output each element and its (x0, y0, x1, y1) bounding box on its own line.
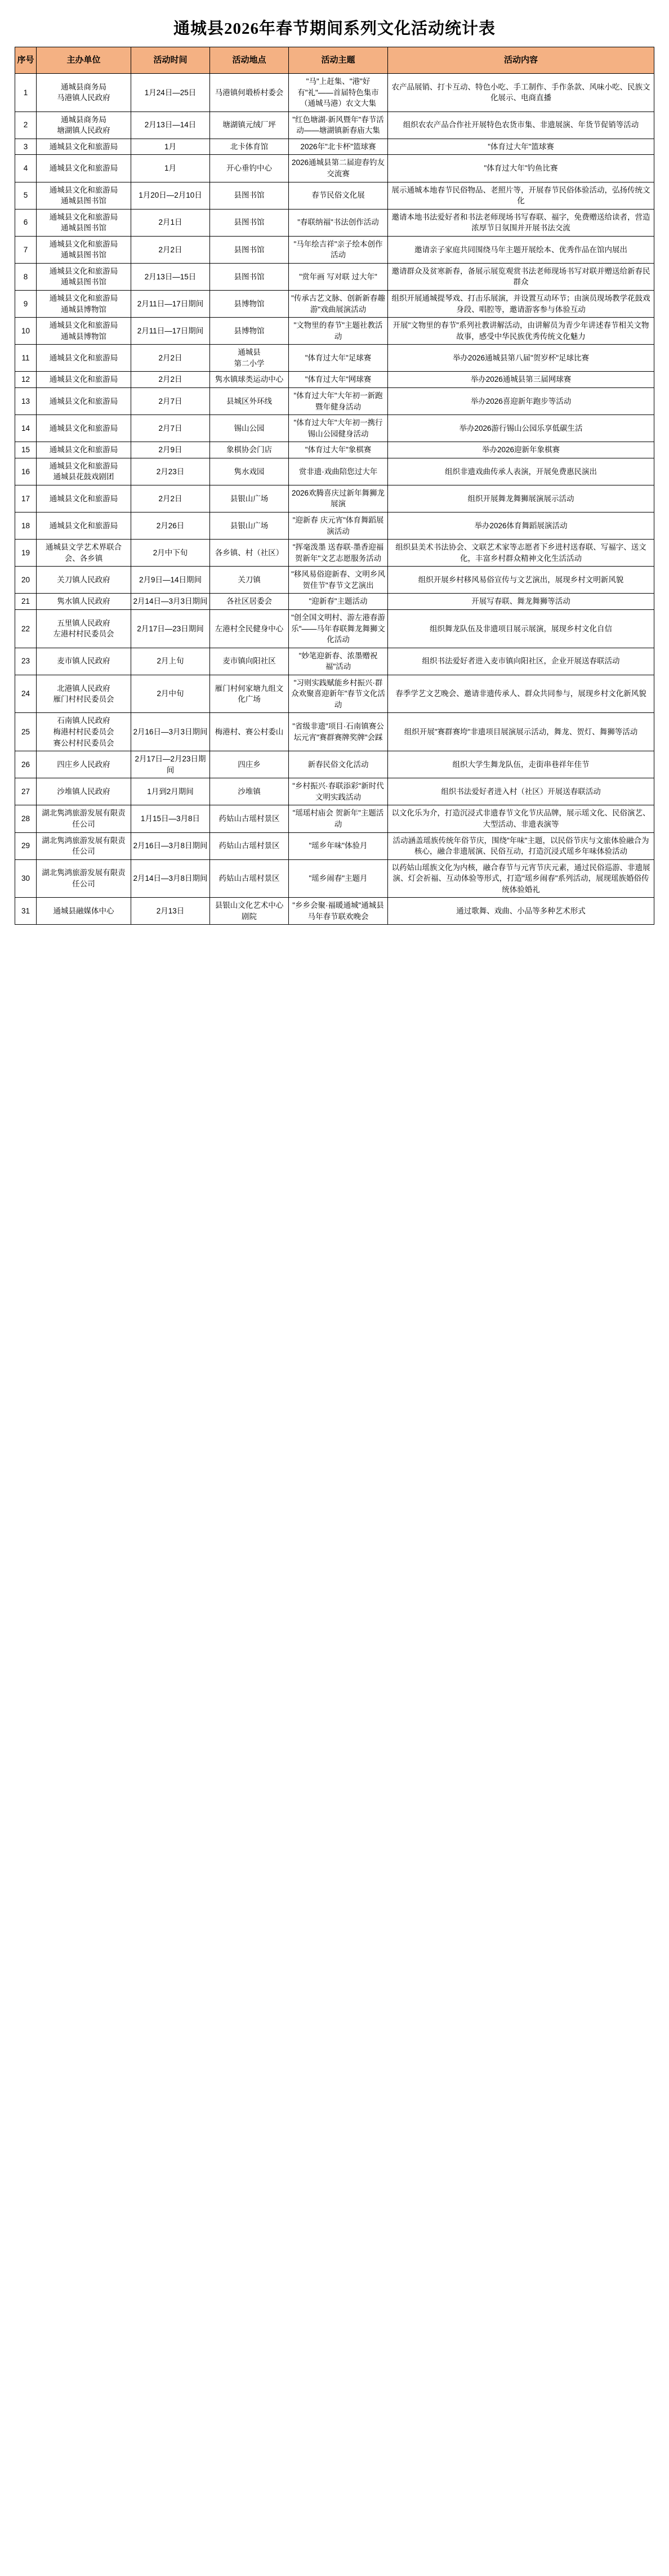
cell-time: 2月14日—3月3日期间 (131, 594, 210, 610)
cell-time: 1月 (131, 139, 210, 155)
cell-content: 组织开展"赛群赛垮"非遗项目展演展示活动，舞龙、贺灯、舞狮等活动 (388, 713, 654, 751)
cell-time: 2月中下旬 (131, 540, 210, 567)
cell-place: 县博物馆 (210, 291, 289, 318)
cell-theme: "春联纳福"书法创作活动 (289, 209, 388, 236)
cell-time: 2月中旬 (131, 675, 210, 713)
cell-index: 6 (15, 209, 37, 236)
cell-index: 27 (15, 778, 37, 805)
cell-time: 1月到2月期间 (131, 778, 210, 805)
cell-time: 2月上旬 (131, 648, 210, 675)
cell-place: 麦市镇向阳社区 (210, 648, 289, 675)
cell-place: 县图书馆 (210, 263, 289, 290)
table-row (15, 567, 654, 594)
cell-index: 11 (15, 345, 37, 372)
table-row (15, 713, 654, 751)
cell-time: 2月13日—14日 (131, 112, 210, 139)
table-row (15, 832, 654, 859)
cell-place: 各社区居委会 (210, 594, 289, 610)
cell-theme: "体育过大年"象棋赛 (289, 442, 388, 458)
table-row (15, 485, 654, 512)
table-row (15, 540, 654, 567)
cell-content: 举办2026迎新年象棋赛 (388, 442, 654, 458)
cell-content: 举办2026通城县第八届"贺岁杯"足球比赛 (388, 345, 654, 372)
table-row (15, 236, 654, 263)
cell-content: 举办2026体育舞蹈展演活动 (388, 512, 654, 540)
cell-organizer: 石南镇人民政府 梅港村村民委员会 赛公村村民委员会 (37, 713, 131, 751)
cell-organizer: 通城县文化和旅游局 (37, 155, 131, 182)
table-row (15, 263, 654, 290)
cell-organizer: 四庄乡人民政府 (37, 751, 131, 778)
cell-content: 通过歌舞、戏曲、小品等多种艺术形式 (388, 898, 654, 925)
cell-theme: "传承古艺文脉、创新新春趣游"戏曲展演活动 (289, 291, 388, 318)
cell-place: 通城县 第二小学 (210, 345, 289, 372)
cell-index: 4 (15, 155, 37, 182)
cell-index: 13 (15, 387, 37, 415)
cell-theme: 新春民俗文化活动 (289, 751, 388, 778)
cell-theme: 赏非遗·戏曲陪您过大年 (289, 458, 388, 485)
table-row (15, 512, 654, 540)
cell-time: 2月2日 (131, 372, 210, 388)
column-header-time: 活动时间 (131, 47, 210, 74)
cell-place: 北卡体育馆 (210, 139, 289, 155)
cell-theme: "移风易俗迎新春、文明乡风贺佳节"春节文艺演出 (289, 567, 388, 594)
cell-place: 马港镇何塅桥村委会 (210, 74, 289, 112)
cell-place: 关刀镇 (210, 567, 289, 594)
table-row (15, 859, 654, 898)
column-header-theme: 活动主题 (289, 47, 388, 74)
cell-organizer: 通城县文化和旅游局 (37, 415, 131, 442)
table-row (15, 345, 654, 372)
column-header-index: 序号 (15, 47, 37, 74)
cell-organizer: 通城县文化和旅游局 (37, 512, 131, 540)
cell-content: 活动涵盖瑶族传统年俗节庆，围绕"年味"主题，以民俗节庆与文旅体验融合为核心，融合非遗展演、民俗互动，打造沉浸式瑶乡年味体验活动 (388, 832, 654, 859)
cell-index: 12 (15, 372, 37, 388)
cell-content: 邀请本地书法爱好者和书法老师现场书写春联、福字，免费赠送给读者，营造浓厚节日氛围并开展书法交流 (388, 209, 654, 236)
cell-index: 25 (15, 713, 37, 751)
cell-organizer: 通城县文化和旅游局 (37, 387, 131, 415)
cell-place: 县城区外环线 (210, 387, 289, 415)
cell-index: 8 (15, 263, 37, 290)
cell-place: 锡山公园 (210, 415, 289, 442)
cell-content: 邀请群众及贫寒新春，备展示展览观赏书法老师现场书写对联并赠送给新春民群众 (388, 263, 654, 290)
cell-organizer: 通城县文化和旅游局 通城县图书馆 (37, 209, 131, 236)
table-row (15, 442, 654, 458)
cell-organizer: 通城县文化和旅游局 (37, 372, 131, 388)
table-row (15, 805, 654, 832)
table-row (15, 318, 654, 345)
cell-index: 16 (15, 458, 37, 485)
cell-place: 梅港村、赛公村委山 (210, 713, 289, 751)
cell-time: 2月17日—2月23日期间 (131, 751, 210, 778)
table-row (15, 372, 654, 388)
cell-time: 2月11日—17日期间 (131, 318, 210, 345)
cell-place: 塘湖镇元绒厂坪 (210, 112, 289, 139)
cell-time: 2月2日 (131, 236, 210, 263)
cell-content: 组织开展通城提琴戏、打击乐展演，并设置互动环节；由演员现场教学花鼓戏身段、唱腔等，邀请游客参与体验互动 (388, 291, 654, 318)
cell-index: 3 (15, 139, 37, 155)
cell-index: 28 (15, 805, 37, 832)
cell-content: 邀请亲子家庭共同围绕马年主题开展绘本、优秀作品在馆内展出 (388, 236, 654, 263)
cell-place: 四庄乡 (210, 751, 289, 778)
cell-index: 19 (15, 540, 37, 567)
cell-content: 春季学艺文艺晚会、邀请非遗传承人、群众共同参与，展现乡村文化新风貌 (388, 675, 654, 713)
cell-place: 隽水戏园 (210, 458, 289, 485)
table-row (15, 155, 654, 182)
cell-content: 举办2026游行锡山公园乐享低碳生活 (388, 415, 654, 442)
cell-content: 组织开展舞龙舞狮展演展示活动 (388, 485, 654, 512)
cell-content: 组织大学生舞龙队伍，走街串巷祥年佳节 (388, 751, 654, 778)
cell-time: 2月14日—3月8日期间 (131, 859, 210, 898)
cell-theme: "挥毫泼墨 送春联·墨香迎福贺新年"文艺志愿服务活动 (289, 540, 388, 567)
cell-organizer: 麦市镇人民政府 (37, 648, 131, 675)
cell-index: 5 (15, 182, 37, 209)
cell-theme: "创全国文明村、游左港春游乐"——马年春联舞龙舞狮文化活动 (289, 609, 388, 648)
cell-theme: 春节民俗文化展 (289, 182, 388, 209)
cell-organizer: 通城县文化和旅游局 (37, 485, 131, 512)
table-header (15, 47, 654, 74)
cell-time: 2月13日—15日 (131, 263, 210, 290)
cell-time: 1月24日—25日 (131, 74, 210, 112)
cell-theme: "马"上赶集、"港"好有"礼"——首届特色集市（通城马港）农文大集 (289, 74, 388, 112)
cell-content: 展示通城本地春节民俗物品、老照片等，开展春节民俗体验活动，弘扬传统文化 (388, 182, 654, 209)
cell-content: 以药姑山瑶族文化为内核，融合春节与元宵节庆元素，通过民俗巡游、非遗展演、灯会祈福、互动体验等形式，打造"瑶乡闹春"系列活动，展现瑶族婚俗传统体验婚礼 (388, 859, 654, 898)
cell-theme: "赏年画 写对联 过大年" (289, 263, 388, 290)
cell-time: 2月2日 (131, 485, 210, 512)
cell-theme: "瑶乡年味"体验月 (289, 832, 388, 859)
cell-organizer: 通城县文化和旅游局 通城县图书馆 (37, 263, 131, 290)
table-row (15, 182, 654, 209)
table-body (15, 74, 654, 925)
cell-index: 24 (15, 675, 37, 713)
table-row (15, 112, 654, 139)
cell-organizer: 沙堆镇人民政府 (37, 778, 131, 805)
column-header-place: 活动地点 (210, 47, 289, 74)
cell-time: 2月1日 (131, 209, 210, 236)
cell-time: 2月23日 (131, 458, 210, 485)
cell-content: 举办2026通城县第三届网球赛 (388, 372, 654, 388)
cell-index: 31 (15, 898, 37, 925)
table-row (15, 648, 654, 675)
cell-place: 县图书馆 (210, 209, 289, 236)
cell-organizer: 通城县文学艺术界联合会、各乡镇 (37, 540, 131, 567)
cell-index: 10 (15, 318, 37, 345)
cell-index: 29 (15, 832, 37, 859)
cell-theme: "乡乡会聚·福暖通城"通城县马年春节联欢晚会 (289, 898, 388, 925)
cell-theme: "红色塘湖·新风暨年"春节活动——塘湖镇新春庙大集 (289, 112, 388, 139)
cell-organizer: 通城县文化和旅游局 通城县图书馆 (37, 236, 131, 263)
cell-theme: "体育过大年"大年初一携行锡山公园健身活动 (289, 415, 388, 442)
cell-content: 组织舞龙队伍及非遗项目展示展演，展现乡村文化自信 (388, 609, 654, 648)
cell-theme: 2026欢腾喜庆过新年舞狮龙展演 (289, 485, 388, 512)
table-row (15, 898, 654, 925)
cell-index: 7 (15, 236, 37, 263)
cell-time: 1月15日—3月8日 (131, 805, 210, 832)
cell-theme: "省级非遗"项目·石南镇赛公坛元宵"赛群赛牌奖牌"会踩 (289, 713, 388, 751)
cell-organizer: 通城县文化和旅游局 通城县博物馆 (37, 318, 131, 345)
cell-place: 药姑山古瑶村景区 (210, 805, 289, 832)
table-header-row (15, 47, 654, 74)
cell-theme: "瑶瑶村庙会 贺新年"主题活动 (289, 805, 388, 832)
cell-content: 以文化乐为介，打造沉浸式非遗春节文化节庆品牌，展示瑶文化、民俗演艺、大型活动、非遗表演等 (388, 805, 654, 832)
cell-content: 组织书法爱好者进入村（社区）开展送春联活动 (388, 778, 654, 805)
table-row (15, 209, 654, 236)
column-header-content: 活动内容 (388, 47, 654, 74)
table-row (15, 291, 654, 318)
cell-index: 17 (15, 485, 37, 512)
table-row (15, 778, 654, 805)
cell-time: 2月26日 (131, 512, 210, 540)
cell-organizer: 湖北隽鸿旅游发展有限责任公司 (37, 859, 131, 898)
table-row (15, 387, 654, 415)
table-row (15, 609, 654, 648)
cell-content: 农产品展销、打卡互动、特色小吃、手工制作、手作条款、风味小吃、民族文化展示、电商直播 (388, 74, 654, 112)
cell-place: 左港村全民健身中心 (210, 609, 289, 648)
cell-index: 1 (15, 74, 37, 112)
cell-content: 开展写春联、舞龙舞狮等活动 (388, 594, 654, 610)
cell-content: "体育过大年"钓鱼比赛 (388, 155, 654, 182)
cell-theme: "妙笔迎新春、浓墨赠祝福"活动 (289, 648, 388, 675)
cell-place: 县图书馆 (210, 236, 289, 263)
cell-organizer: 通城县文化和旅游局 通城县图书馆 (37, 182, 131, 209)
table-row (15, 751, 654, 778)
column-header-organizer: 主办单位 (37, 47, 131, 74)
cell-organizer: 通城县商务局 马港镇人民政府 (37, 74, 131, 112)
cell-place: 县图书馆 (210, 182, 289, 209)
cell-content: 组织县美术书法协会、文联艺术家等志愿者下乡进村送春联、写福字、送文化，丰富乡村群众精神文化生活活动 (388, 540, 654, 567)
cell-time: 2月9日—14日期间 (131, 567, 210, 594)
cell-place: 药姑山古瑶村景区 (210, 859, 289, 898)
cell-theme: "瑶乡闹春"主题月 (289, 859, 388, 898)
cell-time: 1月20日—2月10日 (131, 182, 210, 209)
cell-organizer: 通城县文化和旅游局 通城县花鼓戏剧团 (37, 458, 131, 485)
cell-content: 开展"文物里的春节"系列社教讲解活动，由讲解员为青少年讲述春节相关文物故事，感受中华民族优秀传统文化魅力 (388, 318, 654, 345)
cell-index: 20 (15, 567, 37, 594)
cell-index: 26 (15, 751, 37, 778)
cell-time: 2月16日—3月8日期间 (131, 832, 210, 859)
cell-organizer: 五里镇人民政府 左港村村民委员会 (37, 609, 131, 648)
cell-place: 县银山文化艺术中心剧院 (210, 898, 289, 925)
cell-theme: "乡村振兴·春联添彩"新时代文明实践活动 (289, 778, 388, 805)
cell-content: 组织农农产品合作社开展特色农货市集、非遗展演、年货节促销等活动 (388, 112, 654, 139)
cell-time: 2月11日—17日期间 (131, 291, 210, 318)
cell-theme: 2026通城县第二届迎春钓友交流赛 (289, 155, 388, 182)
cell-index: 9 (15, 291, 37, 318)
cell-content: 组织非遗戏曲传承人表演，开展免费惠民演出 (388, 458, 654, 485)
cell-theme: "体育过大年"大年初一新跑暨年健身活动 (289, 387, 388, 415)
cell-place: 县银山广场 (210, 485, 289, 512)
cell-organizer: 通城县商务局 塘湖镇人民政府 (37, 112, 131, 139)
cell-place: 沙堆镇 (210, 778, 289, 805)
cell-organizer: 隽水镇人民政府 (37, 594, 131, 610)
cell-organizer: 湖北隽鸿旅游发展有限责任公司 (37, 805, 131, 832)
table-row (15, 594, 654, 610)
cell-content: 举办2026喜迎新年跑步等活动 (388, 387, 654, 415)
cell-place: 药姑山古瑶村景区 (210, 832, 289, 859)
cell-theme: "文物里的春节"主题社教活动 (289, 318, 388, 345)
cell-index: 22 (15, 609, 37, 648)
cell-theme: "迎新春 庆元宵"体育舞蹈展演活动 (289, 512, 388, 540)
table-row (15, 458, 654, 485)
cell-index: 18 (15, 512, 37, 540)
cell-place: 开心垂钓中心 (210, 155, 289, 182)
cell-index: 2 (15, 112, 37, 139)
cell-index: 30 (15, 859, 37, 898)
cell-organizer: 通城县文化和旅游局 (37, 139, 131, 155)
cell-theme: "习则实践赋能乡村振兴·群众欢聚喜迎新年"春节文化活动 (289, 675, 388, 713)
activity-table (15, 47, 654, 925)
cell-theme: 2026年"北卡杯"篮球赛 (289, 139, 388, 155)
cell-place: 雁门村何家塘九组文化广场 (210, 675, 289, 713)
cell-theme: "体育过大年"网球赛 (289, 372, 388, 388)
table-row (15, 675, 654, 713)
cell-organizer: 通城县文化和旅游局 (37, 345, 131, 372)
table-row (15, 74, 654, 112)
cell-organizer: 湖北隽鸿旅游发展有限责任公司 (37, 832, 131, 859)
cell-organizer: 关刀镇人民政府 (37, 567, 131, 594)
cell-time: 2月17日—23日期间 (131, 609, 210, 648)
cell-organizer: 北港镇人民政府 雁门村村民委员会 (37, 675, 131, 713)
cell-time: 2月7日 (131, 415, 210, 442)
cell-time: 2月9日 (131, 442, 210, 458)
document-page (0, 0, 669, 942)
cell-theme: "马年绘吉祥"亲子绘本创作活动 (289, 236, 388, 263)
cell-organizer: 通城县融媒体中心 (37, 898, 131, 925)
cell-place: 象棋协会门店 (210, 442, 289, 458)
table-row (15, 139, 654, 155)
cell-place: 县博物馆 (210, 318, 289, 345)
cell-organizer: 通城县文化和旅游局 通城县博物馆 (37, 291, 131, 318)
cell-theme: "迎新春"主题活动 (289, 594, 388, 610)
cell-place: 各乡镇、村（社区） (210, 540, 289, 567)
cell-organizer: 通城县文化和旅游局 (37, 442, 131, 458)
cell-index: 15 (15, 442, 37, 458)
cell-content: "体育过大年"篮球赛 (388, 139, 654, 155)
cell-time: 2月13日 (131, 898, 210, 925)
cell-index: 23 (15, 648, 37, 675)
cell-time: 2月16日—3月3日期间 (131, 713, 210, 751)
cell-time: 2月2日 (131, 345, 210, 372)
cell-content: 组织书法爱好者进入麦市镇向阳社区，企业开展送春联活动 (388, 648, 654, 675)
table-row (15, 415, 654, 442)
cell-place: 县银山广场 (210, 512, 289, 540)
cell-theme: "体育过大年"足球赛 (289, 345, 388, 372)
page-title: 通城县2026年春节期间系列文化活动统计表 (173, 20, 496, 38)
cell-time: 2月7日 (131, 387, 210, 415)
cell-place: 隽水镇球类运动中心 (210, 372, 289, 388)
cell-content: 组织开展乡村移风易俗宣传与文艺演出，展现乡村文明新风貌 (388, 567, 654, 594)
cell-time: 1月 (131, 155, 210, 182)
cell-index: 21 (15, 594, 37, 610)
cell-index: 14 (15, 415, 37, 442)
